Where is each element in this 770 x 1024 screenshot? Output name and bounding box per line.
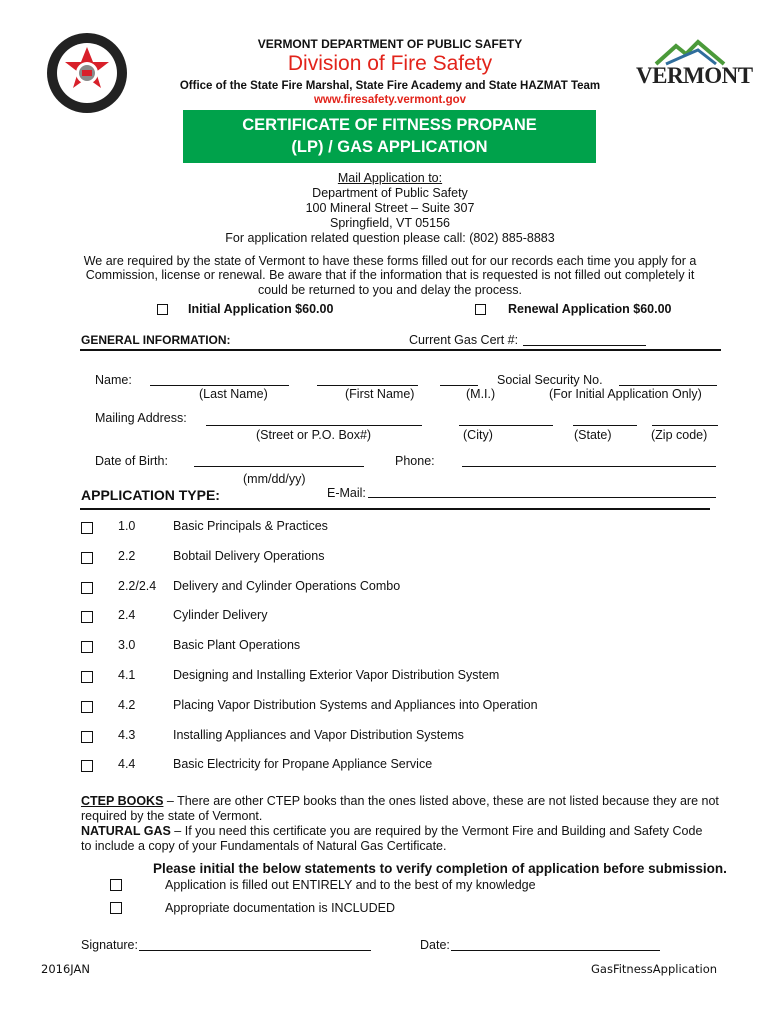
verify-item-complete: Application is filled out ENTIRELY and to the best of my knowledge xyxy=(165,878,536,892)
application-type-code: 1.0 xyxy=(118,519,136,533)
application-type-code: 4.2 xyxy=(118,697,136,712)
fire-safety-seal-icon xyxy=(46,32,128,114)
verify-heading: Please initial the below statements to verify completion of application before submission. xyxy=(153,861,727,876)
zip-caption: (Zip code) xyxy=(651,428,708,442)
dob-caption: (mm/dd/yy) xyxy=(243,472,306,486)
mail-line3: Springfield, VT 05156 xyxy=(330,216,450,230)
signature-label: Signature: xyxy=(81,938,138,952)
initial-application-checkbox[interactable] xyxy=(157,304,168,315)
application-type-heading: APPLICATION TYPE: xyxy=(81,487,220,503)
notice-line2: Commission, license or renewal. Be aware that if the information that is requested is not filled out completely it xyxy=(85,268,695,282)
ctep-text-2: required by the state of Vermont. xyxy=(81,809,263,823)
verify-checkbox-documentation[interactable] xyxy=(110,902,122,914)
date-field[interactable] xyxy=(451,950,660,951)
mail-phone: For application related question please call: (802) 885-8883 xyxy=(225,231,555,245)
mailing-address-label: Mailing Address: xyxy=(95,411,187,425)
ctep-label: CTEP BOOKS xyxy=(81,794,164,808)
mountain-logo-icon xyxy=(636,36,740,66)
phone-field[interactable] xyxy=(462,466,716,467)
renewal-application-checkbox[interactable] xyxy=(475,304,486,315)
application-type-row xyxy=(0,548,770,568)
mail-line2: 100 Mineral Street – Suite 307 xyxy=(305,201,475,215)
street-field[interactable] xyxy=(206,425,422,426)
natural-gas-text-2: to include a copy of your Fundamentals of Natural Gas Certificate. xyxy=(81,839,447,853)
city-field[interactable] xyxy=(459,425,553,426)
initial-application-label: Initial Application $60.00 xyxy=(188,302,334,316)
phone-label: Phone: xyxy=(395,454,435,468)
application-type-description: Basic Plant Operations xyxy=(173,638,301,653)
form-title-line2: (LP) / GAS APPLICATION xyxy=(291,138,488,156)
application-type-checkbox[interactable] xyxy=(81,760,93,772)
application-type-description: Designing and Installing Exterior Vapor Distribution System xyxy=(173,668,500,682)
application-type-description: Placing Vapor Distribution Systems and Appliances into Operation xyxy=(173,697,538,712)
application-type-description: Cylinder Delivery xyxy=(173,608,268,623)
email-field[interactable] xyxy=(368,497,716,498)
verify-checkbox-complete[interactable] xyxy=(110,879,122,891)
gas-cert-label: Current Gas Cert #: xyxy=(409,333,519,347)
ssn-field[interactable] xyxy=(619,385,717,386)
street-caption: (Street or P.O. Box#) xyxy=(256,428,372,442)
application-type-code: 4.3 xyxy=(118,727,136,742)
application-type-code: 3.0 xyxy=(118,638,136,653)
footer-right: GasFitnessApplication xyxy=(591,962,718,976)
application-type-checkbox[interactable] xyxy=(81,522,93,534)
application-type-code: 2.4 xyxy=(118,608,136,623)
application-type-description: Delivery and Cylinder Operations Combo xyxy=(173,578,401,593)
application-type-row xyxy=(0,727,770,747)
application-type-code: 2.2/2.4 xyxy=(118,578,157,593)
ctep-note xyxy=(81,794,741,854)
natural-gas-text-1: – If you need this certificate you are required by the Vermont Fire and Building and Safety Code xyxy=(170,824,703,838)
middle-initial-field[interactable] xyxy=(440,385,478,386)
form-title-line1: CERTIFICATE OF FITNESS PROPANE xyxy=(242,116,537,134)
signature-field[interactable] xyxy=(139,950,371,951)
application-type-row xyxy=(0,697,770,717)
application-type-checkbox[interactable] xyxy=(81,731,93,743)
mail-heading: Mail Application to: xyxy=(337,171,443,185)
division-title: Division of Fire Safety xyxy=(287,52,493,75)
application-type-checkbox[interactable] xyxy=(81,671,93,683)
first-name-field[interactable] xyxy=(317,385,418,386)
application-type-checkbox[interactable] xyxy=(81,641,93,653)
last-name-caption: (Last Name) xyxy=(199,387,268,401)
notice-line3: could be returned to you and delay the process. xyxy=(257,283,523,297)
application-type-row xyxy=(0,578,770,598)
renewal-application-label: Renewal Application $60.00 xyxy=(508,302,672,316)
general-info-heading: GENERAL INFORMATION: xyxy=(81,333,231,347)
department-title: VERMONT DEPARTMENT OF PUBLIC SAFETY xyxy=(257,37,523,51)
zip-field[interactable] xyxy=(652,425,718,426)
application-type-row xyxy=(0,518,770,538)
name-label: Name: xyxy=(95,373,132,387)
notice-line1: We are required by the state of Vermont to have these forms filled out for our records each time you apply for a xyxy=(83,254,697,268)
ctep-text-1: – There are other CTEP books than the ones listed above, these are not listed because they are not xyxy=(163,794,719,808)
application-type-checkbox[interactable] xyxy=(81,582,93,594)
office-subtitle: Office of the State Fire Marshal, State Fire Academy and State HAZMAT Team xyxy=(179,80,601,92)
mi-caption: (M.I.) xyxy=(466,387,496,401)
application-type-code: 2.2 xyxy=(118,548,136,563)
application-type-row xyxy=(0,756,770,776)
website-link[interactable]: www.firesafety.vermont.gov xyxy=(313,94,467,106)
mail-line1: Department of Public Safety xyxy=(312,186,468,200)
application-type-description: Bobtail Delivery Operations xyxy=(173,548,325,563)
application-type-code: 4.4 xyxy=(118,757,136,772)
application-type-row xyxy=(0,637,770,657)
application-type-divider xyxy=(80,508,710,510)
application-type-checkbox[interactable] xyxy=(81,552,93,564)
vermont-logo xyxy=(636,36,753,94)
state-field[interactable] xyxy=(573,425,637,426)
ssn-caption: (For Initial Application Only) xyxy=(549,387,702,401)
vermont-logo-text: VERMONT xyxy=(636,63,753,88)
general-info-divider xyxy=(80,349,721,351)
state-caption: (State) xyxy=(574,428,612,442)
application-type-description: Basic Electricity for Propane Appliance Service xyxy=(173,757,433,772)
natural-gas-label: NATURAL GAS xyxy=(81,824,171,838)
application-type-row xyxy=(0,607,770,627)
date-label: Date: xyxy=(420,938,450,952)
city-caption: (City) xyxy=(463,428,493,442)
last-name-field[interactable] xyxy=(150,385,289,386)
application-type-description: Installing Appliances and Vapor Distribution Systems xyxy=(173,727,464,742)
form-title-banner xyxy=(183,110,596,163)
footer-left: 2016JAN xyxy=(41,962,90,976)
email-label: E-Mail: xyxy=(327,486,366,500)
ssn-label: Social Security No. xyxy=(497,373,603,387)
dob-field[interactable] xyxy=(194,466,364,467)
application-type-row xyxy=(0,667,770,687)
application-type-code: 4.1 xyxy=(118,668,136,682)
verify-item-documentation: Appropriate documentation is INCLUDED xyxy=(165,901,395,915)
first-name-caption: (First Name) xyxy=(345,387,415,401)
dob-label: Date of Birth: xyxy=(95,454,168,468)
application-type-description: Basic Principals & Practices xyxy=(173,519,328,533)
application-type-checkbox[interactable] xyxy=(81,611,93,623)
application-type-checkbox[interactable] xyxy=(81,701,93,713)
gas-cert-field[interactable] xyxy=(523,345,646,346)
